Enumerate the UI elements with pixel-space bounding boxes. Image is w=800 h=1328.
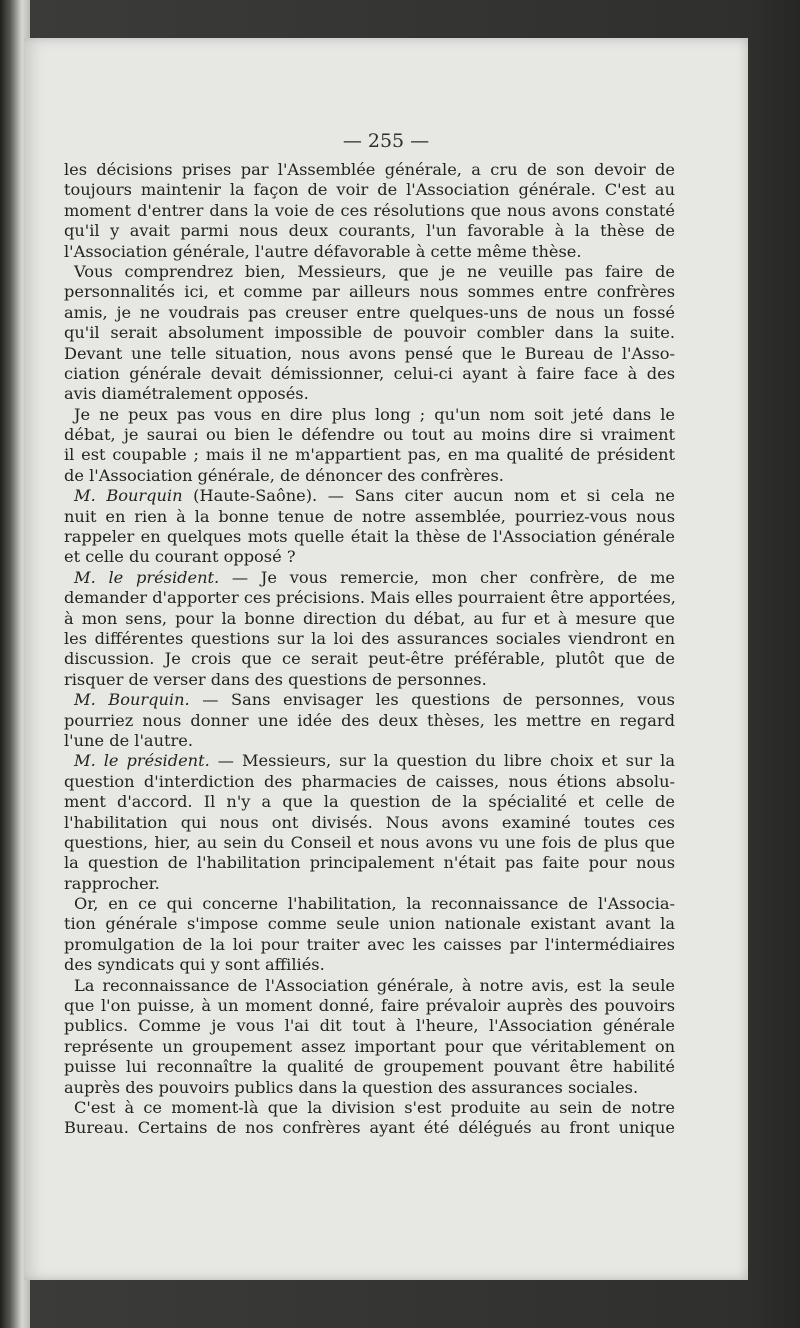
- line-text: — Je vous remercie, mon cher confrère, de me: [219, 567, 675, 587]
- line-text: Devant une telle situation, nous avons pensé que le Bureau de l'Asso-: [64, 343, 675, 363]
- text-line: [64, 649, 675, 669]
- text-line: [64, 262, 675, 282]
- text-line: [64, 507, 675, 527]
- text-line: [64, 384, 675, 404]
- book-page: [24, 38, 748, 1280]
- line-text: les différentes questions sur la loi des assurances sociales viendront en: [64, 628, 675, 648]
- line-text: ciation générale devait démissionner, celui-ci ayant à faire face à des: [64, 363, 675, 383]
- text-line: [64, 1037, 675, 1057]
- page-number: — 255 —: [342, 130, 430, 152]
- text-line: [64, 935, 675, 955]
- line-text: question d'interdiction des pharmacies de caisses, nous étions absolu-: [64, 771, 675, 791]
- text-line: [64, 976, 675, 996]
- text-line: [64, 772, 675, 792]
- text-line: [64, 486, 675, 506]
- text-line: [64, 690, 675, 710]
- text-line: [64, 466, 675, 486]
- line-text: Or, en ce qui concerne l'habilitation, la reconnaissance de l'Associa-: [74, 894, 675, 914]
- text-line: [64, 364, 675, 384]
- text-line: [64, 303, 675, 323]
- text-line: [64, 813, 675, 833]
- text-line: [64, 853, 675, 873]
- line-text: demander d'apporter ces précisions. Mais elles pourraient être apportées,: [64, 588, 676, 608]
- text-line: [64, 425, 675, 445]
- text-line: [64, 1057, 675, 1077]
- speaker-name: M. Bourquin.: [74, 690, 190, 710]
- line-text: l'habilitation qui nous ont divisés. Nous avons examiné toutes ces: [64, 812, 675, 832]
- line-text: amis, je ne voudrais pas creuser entre quelques-uns de nous un fossé: [64, 302, 675, 322]
- line-text: (Haute-Saône). — Sans citer aucun nom et si cela ne: [182, 486, 675, 506]
- text-line: [64, 792, 675, 812]
- text-line: [64, 996, 675, 1016]
- text-line: [64, 568, 675, 588]
- line-text: questions, hier, au sein du Conseil et nous avons vu une fois de plus que: [64, 832, 675, 852]
- line-text: moment d'entrer dans la voie de ces résolutions que nous avons constaté: [64, 200, 675, 220]
- line-text: rapprocher.: [64, 873, 160, 893]
- line-text: l'une de l'autre.: [64, 730, 193, 750]
- line-text: à mon sens, pour la bonne direction du débat, au fur et à mesure que: [64, 608, 675, 628]
- text-line: [64, 547, 675, 567]
- text-line: [64, 629, 675, 649]
- line-text: qu'il serait absolument impossible de pouvoir combler dans la suite.: [64, 323, 675, 343]
- text-line: [64, 445, 675, 465]
- text-line: [64, 344, 675, 364]
- text-line: [64, 874, 675, 894]
- speaker-name: M. le président.: [74, 751, 210, 771]
- text-line: [64, 527, 675, 547]
- line-text: tion générale s'impose comme seule union nationale existant avant la: [64, 914, 675, 934]
- speaker-name: M. le président.: [74, 567, 220, 587]
- text-line: [64, 711, 675, 731]
- line-text: publics. Comme je vous l'ai dit tout à l'heure, l'Association générale: [64, 1016, 675, 1036]
- line-text: la question de l'habilitation principalement n'était pas faite pour nous: [64, 853, 675, 873]
- line-text: les décisions prises par l'Assemblée générale, a cru de son devoir de: [64, 160, 675, 179]
- line-text: auprès des pouvoirs publics dans la question des assurances sociales.: [64, 1077, 639, 1097]
- line-text: Je ne peux pas vous en dire plus long ; qu'un nom soit jeté dans le: [74, 404, 675, 424]
- text-line: [64, 221, 675, 241]
- text-line: [64, 955, 675, 975]
- text-line: [64, 894, 675, 914]
- text-line: [64, 833, 675, 853]
- line-text: puisse lui reconnaître la qualité de groupement pouvant être habilité: [64, 1057, 675, 1077]
- text-line: [64, 1118, 675, 1138]
- line-text: qu'il y avait parmi nous deux courants, l'un favorable à la thèse de: [64, 221, 675, 241]
- line-text: promulgation de la loi pour traiter avec les caisses par l'intermédiaires: [64, 934, 675, 954]
- text-line: [64, 323, 675, 343]
- text-line: [64, 731, 675, 751]
- line-text: et celle du courant opposé ?: [64, 547, 296, 567]
- line-text: — Messieurs, sur la question du libre choix et sur la: [209, 751, 675, 771]
- line-text: C'est à ce moment-là que la division s'est produite au sein de notre: [74, 1097, 675, 1117]
- line-text: Vous comprendrez bien, Messieurs, que je ne veuille pas faire de: [74, 261, 675, 281]
- text-line: [64, 1016, 675, 1036]
- text-line: [64, 180, 675, 200]
- line-text: de l'Association générale, de dénoncer des confrères.: [64, 465, 504, 485]
- text-line: [64, 670, 675, 690]
- line-text: nuit en rien à la bonne tenue de notre assemblée, pourriez-vous nous: [64, 506, 675, 526]
- line-text: pourriez nous donner une idée des deux thèses, les mettre en regard: [64, 710, 675, 730]
- line-text: débat, je saurai ou bien le défendre ou tout au moins dire si vraiment: [64, 425, 675, 445]
- speaker-name: M. Bourquin: [74, 486, 183, 506]
- text-line: [64, 160, 675, 180]
- line-text: — Sans envisager les questions de personnes, vous: [189, 690, 675, 710]
- text-line: [64, 282, 675, 302]
- line-text: rappeler en quelques mots quelle était la thèse de l'Association générale: [64, 527, 675, 547]
- body-text: [64, 160, 675, 1139]
- line-text: personnalités ici, et comme par ailleurs nous sommes entre confrères: [64, 282, 675, 302]
- line-text: l'Association générale, l'autre défavorable à cette même thèse.: [64, 241, 582, 261]
- line-text: Bureau. Certains de nos confrères ayant été délégués au front unique: [64, 1118, 675, 1138]
- text-line: [64, 1098, 675, 1118]
- line-text: il est coupable ; mais il ne m'appartient pas, en ma qualité de président: [64, 445, 675, 465]
- line-text: risquer de verser dans des questions de personnes.: [64, 669, 487, 689]
- line-text: représente un groupement assez important pour que véritablement on: [64, 1036, 675, 1056]
- line-text: des syndicats qui y sont affiliés.: [64, 955, 325, 975]
- line-text: toujours maintenir la façon de voir de l'Association générale. C'est au: [64, 180, 675, 200]
- text-line: [64, 609, 675, 629]
- text-line: [64, 914, 675, 934]
- text-line: [64, 1078, 675, 1098]
- line-text: ment d'accord. Il n'y a que la question de la spécialité et celle de: [64, 792, 675, 812]
- text-line: [64, 588, 675, 608]
- line-text: La reconnaissance de l'Association générale, à notre avis, est la seule: [74, 975, 675, 995]
- line-text: que l'on puisse, à un moment donné, faire prévaloir auprès des pouvoirs: [64, 996, 675, 1016]
- line-text: avis diamétralement opposés.: [64, 384, 309, 404]
- text-line: [64, 201, 675, 221]
- text-line: [64, 242, 675, 262]
- text-line: [64, 751, 675, 771]
- line-text: discussion. Je crois que ce serait peut-être préférable, plutôt que de: [64, 649, 675, 669]
- text-line: [64, 405, 675, 425]
